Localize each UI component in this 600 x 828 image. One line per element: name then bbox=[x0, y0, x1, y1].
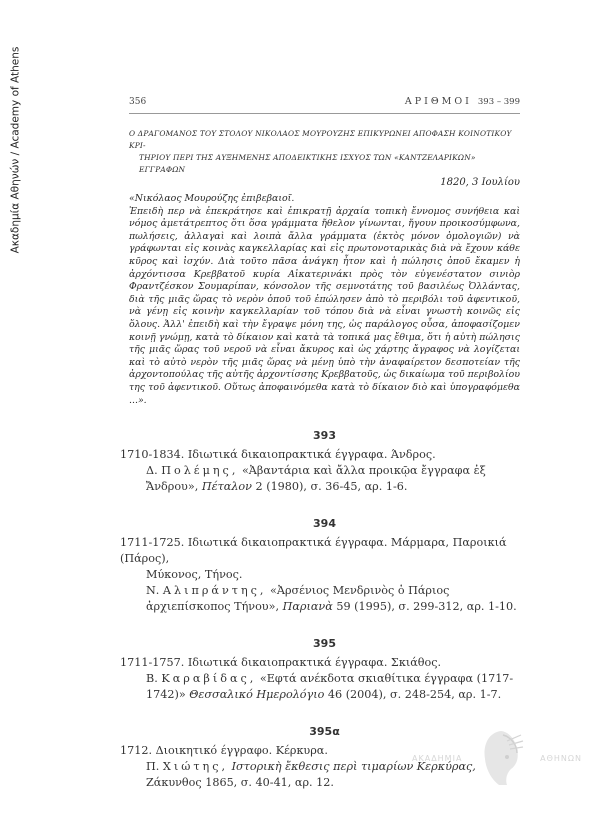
citation-details: 2 (1980), σ. 36-45, αρ. 1-6. bbox=[251, 480, 408, 494]
journal-title: Θεσσαλικό Ημερολόγιο bbox=[189, 688, 325, 702]
entry-number: 393 bbox=[313, 429, 336, 443]
author-surname: Καραβίδας, bbox=[161, 672, 257, 686]
document-heading-line-1: Ο ΔΡΑΓΟΜΑΝΟΣ ΤΟΥ ΣΤΟΛΟΥ ΝΙΚΟΛΑΟΣ ΜΟΥΡΟΥΖΗΣ ΕΠΙΚΥΡΩΝΕΙ ΑΠΟΦΑΣΗ ΚΟΙΝΟΤΙΚΟΥ ΚΡΙ- bbox=[129, 129, 512, 150]
journal-title: Παριανὰ bbox=[282, 600, 333, 614]
citation-details: 46 (2004), σ. 248-254, αρ. 1-7. bbox=[324, 688, 502, 702]
author-initial: Δ. bbox=[146, 464, 158, 478]
entry-description-continued: Μύκονος, Τήνος. bbox=[146, 568, 243, 582]
author-surname: Αλιπράντης, bbox=[162, 584, 267, 598]
catalog-entry bbox=[120, 655, 520, 703]
document-heading bbox=[129, 128, 520, 176]
entry-description: 1711-1725. Ιδιωτικά δικαιοπρακτικά έγγραφα. Μάρμαρα, Παροικιά (Πάρος), bbox=[120, 536, 507, 566]
author-surname: Πολέμης, bbox=[161, 464, 239, 478]
entry-reference bbox=[129, 583, 520, 615]
article-title: «Ἀρσένιος Μενδρινὸς ὁ Πάριος ἀρχιεπίσκοπος Τήνου», bbox=[146, 584, 450, 614]
quoted-document bbox=[129, 193, 520, 407]
watermark-right-text: ΑΘΗΝΩΝ bbox=[540, 753, 582, 763]
entry-reference bbox=[129, 671, 520, 703]
book-title: Ιστορικὴ ἔκθεσις περὶ τιμαρίων Κερκύρας, bbox=[231, 760, 476, 774]
entry-number: 394 bbox=[313, 517, 336, 531]
citation-details: Ζάκυνθος 1865, σ. 40-41, αρ. 12. bbox=[146, 776, 334, 790]
document-heading-line-2: ΤΗΡΙΟΥ ΠΕΡΙ ΤΗΣ ΑΥΞΗΜΕΝΗΣ ΑΠΟΔΕΙΚΤΙΚΗΣ ΙΣΧΥΟΣ ΤΩΝ «ΚΑΝΤΖΕΛΑΡΙΚΩΝ» ΕΓΓΡΑΦΩΝ bbox=[139, 153, 476, 174]
book-page bbox=[120, 96, 520, 791]
author-initial: Β. bbox=[146, 672, 158, 686]
running-head-title-group bbox=[405, 96, 520, 107]
document-date: 1820, 3 Ιουλίου bbox=[440, 177, 520, 188]
page-number: 356 bbox=[129, 97, 147, 107]
catalog-entry bbox=[120, 535, 520, 615]
archive-side-label bbox=[8, 30, 22, 270]
entry-description: 1711-1757. Ιδιωτικά δικαιοπρακτικά έγγραφα. Σκιάθος. bbox=[120, 656, 442, 670]
running-head-range: 393 – 399 bbox=[477, 97, 520, 107]
running-head-title: ΑΡΙΘΜΟΙ bbox=[404, 96, 472, 107]
quote-body: Ἐπειδὴ περ νὰ ἐπεκράτησε καὶ ἐπικρατῇ ἀρχαία τοπικὴ ἔννομος συνήθεια καὶ νόμος ἀμετάτρεπτος ὅτι ὅσα γράμματα ἤθελον γίνωνται, ἤγουν προικοσύμφωνα, πωλήσεις, ἀλλαγαὶ καὶ λοιπὰ ἄλλα γράμματα (ἐκτὸς μόνον ὁμολογιῶν) νὰ γράφωνται εἰς κοινὰς καγκελλαρίας καὶ εἰς πρωτονοταρικὰς διὰ νὰ ἔχουν κάθε κῦρος καὶ ἰσχύν. Διὰ τοῦτο πᾶσα ἀνάγκη ἦτον καὶ ἡ πώλησις ὁποῦ ἔκαμεν ἡ ἀρχόντισσα Κρεββατοῦ κυρία Αἰκατερινάκι πρὸς τὸν εὐγενέστατον σινιὸρ Φραντζέσκον Σουμαρίπαν, κόνσολον τῆς σεμνοτάτης τοῦ βασιλέως Ὀλλάντας, διὰ τῆς μιᾶς ὥρας τὸ νερὸν ὁποῦ τοῦ ἐπώλησεν ἀπὸ τὸ περιβόλι τοῦ ἀφεντικοῦ, νὰ γένῃ εἰς κοινὴν καγκελλαρίαν τοῦ τόπου διὰ νὰ εἶναι γνωστὴ κοινῶς εἰς ὅλους. Ἀλλ' ἐπειδὴ καὶ τὴν ἔγραψε μόνη της, ὡς παράλογος οὖσα, ἀποφασίζομεν κοινῇ γνώμῃ, κατὰ τὸ δίκαιον καὶ κατὰ τὰ τοπικά μας ἔθιμα, ὅτι ἡ αὐτὴ πώλησις τῆς μιᾶς ὥρας τοῦ νεροῦ νὰ εἶναι ἄκυρος καὶ ὡς χάρτης ἄγραφος νὰ λογίζεται καὶ τὸ αὐτὸ νερὸν τῆς μιᾶς ὥρας νὰ μένῃ ὑπὸ τὴν ἀναφαίρετον δεσποτείαν τῆς ἀρχοντοπούλας τῆς αὐτῆς ἀρχοντίσσης Κρεββατοῦς, ὡς δικαίωμα τοῦ περιβολίου της τοῦ ἀφεντικοῦ. Οὕτως ἀποφαινόμεθα κατὰ τὸ δίκαιον διὸ καὶ ὑπογραφόμεθα ...». bbox=[129, 205, 520, 406]
author-initial: Π. bbox=[146, 760, 160, 774]
entry-reference bbox=[129, 463, 520, 495]
citation-details: 59 (1995), σ. 299-312, αρ. 1-10. bbox=[332, 600, 517, 614]
article-title: «Εφτά ανέκδοτα σκιαθίτικα έγγραφα (1717-1742)» bbox=[146, 672, 514, 702]
watermark-left-text: ΑΚΑΔΗΜΙΑ bbox=[412, 753, 463, 763]
author-initial: Ν. bbox=[146, 584, 160, 598]
archive-side-label-text: Ακαδημία Αθηνών / Academy of Athens bbox=[9, 46, 22, 254]
entry-number: 395α bbox=[309, 725, 340, 739]
academy-watermark bbox=[412, 718, 582, 798]
journal-title: Πέταλον bbox=[201, 480, 252, 494]
running-head bbox=[129, 96, 520, 114]
athena-head-icon bbox=[477, 727, 525, 789]
entry-description: 1710-1834. Ιδιωτικά δικαιοπρακτικά έγγραφα. Άνδρος. bbox=[120, 448, 436, 462]
catalog-entry bbox=[120, 447, 520, 495]
entry-number: 395 bbox=[313, 637, 336, 651]
quote-opening: «Νικόλαος Μουρούζης ἐπιβεβαιοῖ. bbox=[129, 193, 295, 204]
author-surname: Χιώτης, bbox=[162, 760, 229, 774]
article-title: «Ἀβαντάρια καὶ ἄλλα προικῷα ἔγγραφα ἐξ Ἄνδρου», bbox=[146, 464, 486, 494]
entry-description: 1712. Διοικητικό έγγραφο. Κέρκυρα. bbox=[120, 744, 328, 758]
